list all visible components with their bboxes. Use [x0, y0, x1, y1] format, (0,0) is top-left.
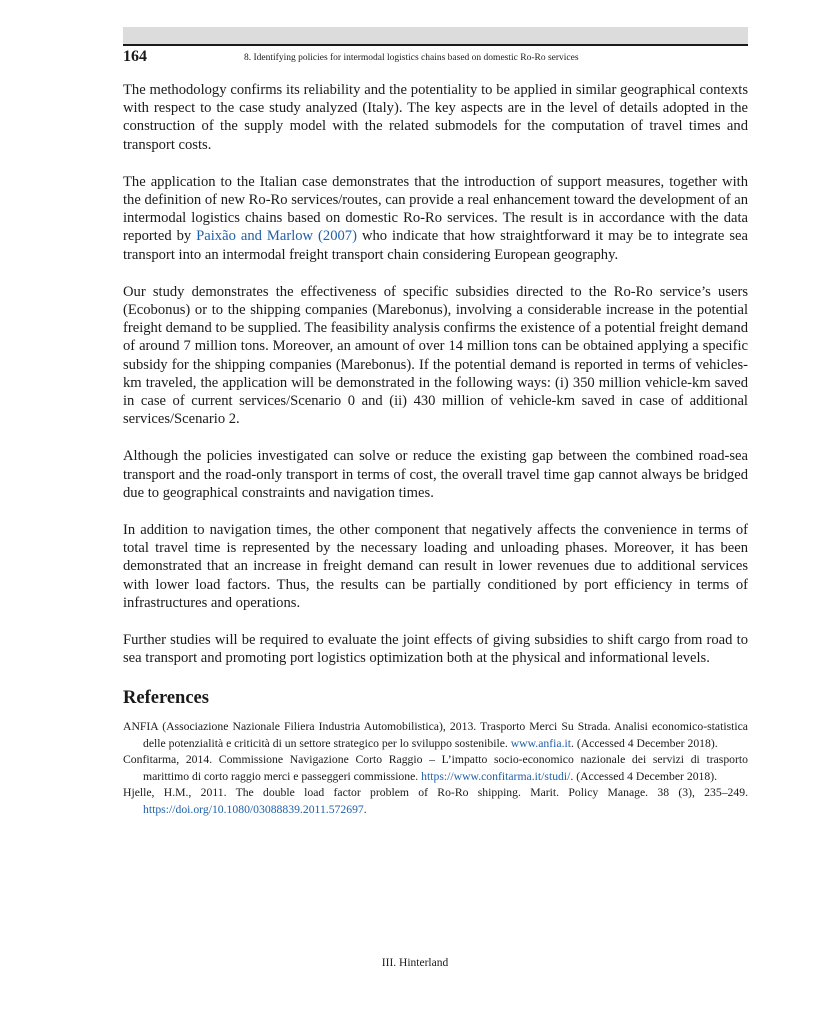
- paragraph-subsidies: Our study demonstrates the effectiveness of specific subsidies directed to the Ro-Ro service’s users (Ecobonus) or to the shipping companies (Marebonus), involving a considerable increase in the potential freight demand to be supplied. The feasibility analysis confirms the existence of a potential freight demand of around 7 million tons. Moreover, an amount of over 14 million tons can be obtained applying a specific subsidy for the shipping companies (Marebonus). If the potential demand is reported in terms of vehicles-km traveled, the application will be demonstrated in the following ways: (i) 350 million vehicle-km saved in case of current services/Scenario 0 and (ii) 430 million of vehicle-km saved in case of additional services/Scenario 2.: [123, 283, 748, 428]
- footer-section-label: III. Hinterland: [381, 957, 449, 969]
- references-heading: References: [123, 688, 209, 709]
- reference-list: [123, 719, 748, 818]
- page-number: 164: [123, 48, 147, 65]
- header-band: [123, 27, 748, 44]
- reference-text: Hjelle, H.M., 2011. The double load factor problem of Ro-Ro shipping. Marit. Policy Manage. 38 (3), 235–249.: [123, 786, 748, 800]
- reference-text: Confitarma, 2014. Commissione Navigazione Corto Raggio – L’impatto socio-economico nazionale dei servizi di trasporto marittimo di corto raggio merci e passeggeri commissione.: [123, 753, 748, 783]
- reference-link[interactable]: www.anfia.it: [510, 736, 571, 750]
- reference-text: ANFIA (Associazione Nazionale Filiera Industria Automobilistica), 2013. Trasporto Merci Su Strada. Analisi economico-statistica delle potenzialità e criticità di un settore strategico per lo sviluppo sostenibile.: [123, 720, 748, 750]
- paragraph-travel-time-gap: Although the policies investigated can solve or reduce the existing gap between the combined road-sea transport and the road-only transport in terms of cost, the overall travel time gap cannot always be bridged due to geographical constraints and navigation times.: [123, 448, 748, 501]
- paragraph-text: The application to the Italian case demonstrates that the introduction of support measures, together with the definition of new Ro-Ro services/routes, can provide a real enhancement toward the development of an intermodal logistics chains based on domestic Ro-Ro services. The result is in accordance with the data reported by: [123, 173, 748, 245]
- reference-item: [123, 785, 748, 818]
- main-text: [123, 81, 748, 818]
- running-title: 8. Identifying policies for intermodal logistics chains based on domestic Ro-Ro services: [244, 53, 579, 63]
- reference-tail: .: [363, 802, 367, 816]
- reference-link[interactable]: https://doi.org/10.1080/03088839.2011.572697: [143, 802, 364, 816]
- header-rule: [123, 44, 748, 46]
- paragraph-further-studies: Further studies will be required to evaluate the joint effects of giving subsidies to shift cargo from road to sea transport and promoting port logistics optimization both at the physical and informational levels.: [123, 632, 748, 667]
- reference-item: [123, 752, 748, 785]
- reference-tail: . (Accessed 4 December 2018).: [571, 736, 718, 750]
- paragraph-italian-case: [123, 173, 748, 264]
- paragraph-navigation-times: In addition to navigation times, the other component that negatively affects the convenience in terms of total travel time is represented by the necessary loading and unloading phases. Moreover, it has been demonstrated that an increase in freight demand can result in lower revenues due to additional services with lower load factors. Thus, the results can be partially conditioned by port efficiency in terms of infrastructures and operations.: [123, 522, 748, 611]
- paragraph-methodology: The methodology confirms its reliability and the potentiality to be applied in similar geographical contexts with respect to the case study analyzed (Italy). The key aspects are in the level of details adopted in the construction of the supply model with the related submodels for the computation of travel times and transport costs.: [123, 82, 748, 153]
- citation-link[interactable]: Paixão and Marlow (2007): [196, 228, 357, 245]
- reference-item: [123, 719, 748, 752]
- reference-tail: . (Accessed 4 December 2018).: [570, 769, 718, 783]
- reference-link[interactable]: https://www.confitarma.it/studi/: [421, 769, 571, 783]
- paragraph-text: who indicate that how straightforward it may be to integrate sea transport into an intermodal freight transport chain considering European geography.: [123, 228, 748, 263]
